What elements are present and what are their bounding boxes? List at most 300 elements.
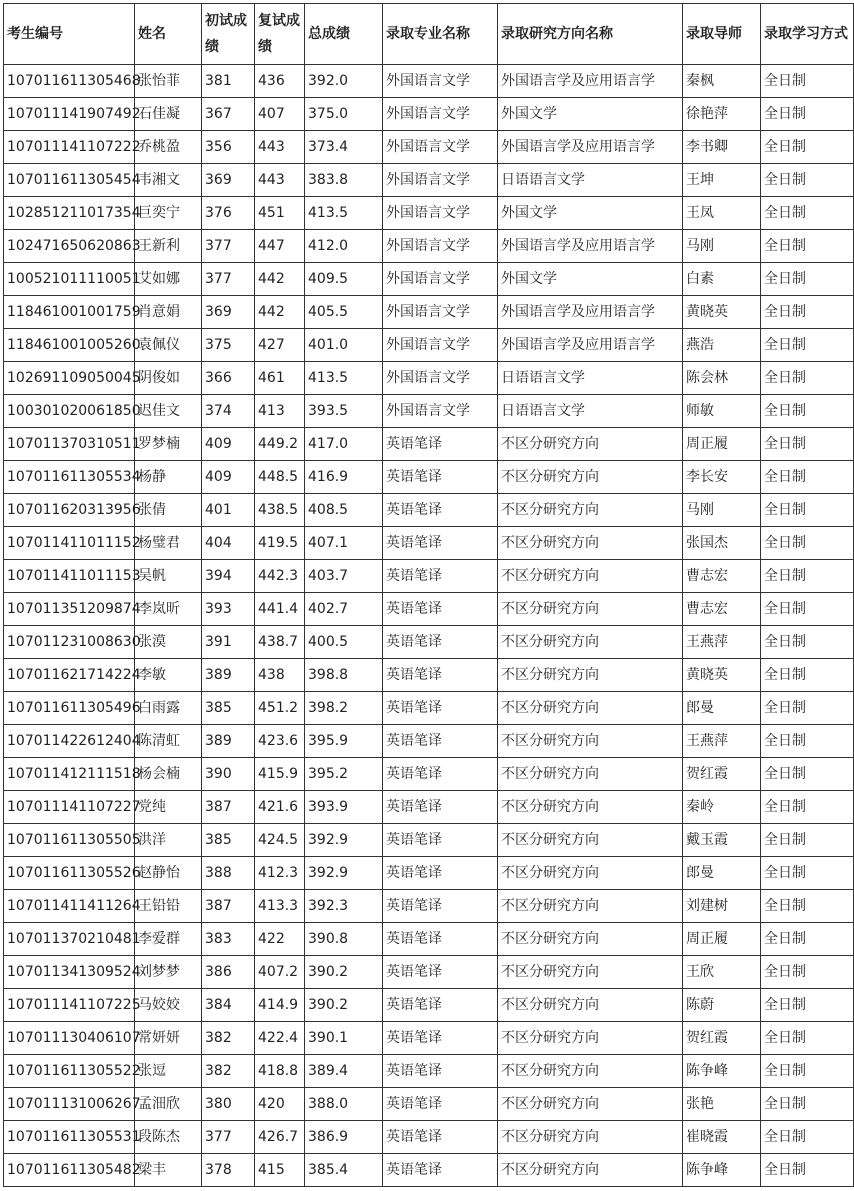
- cell-direction: 不区分研究方向: [498, 890, 683, 923]
- table-row: [4, 857, 854, 890]
- cell-name: 李敏: [135, 659, 202, 692]
- cell-direction: 不区分研究方向: [498, 626, 683, 659]
- table-row: [4, 527, 854, 560]
- cell-study-mode: 全日制: [761, 164, 854, 197]
- cell-total-score: 389.4: [305, 1055, 383, 1088]
- cell-direction: 不区分研究方向: [498, 725, 683, 758]
- cell-retest-score: 423.6: [255, 725, 305, 758]
- cell-candidate-id: 107011141107225: [4, 989, 135, 1022]
- cell-total-score: 409.5: [305, 263, 383, 296]
- cell-tutor: 王欣: [683, 956, 761, 989]
- cell-tutor: 曹志宏: [683, 593, 761, 626]
- cell-direction: 不区分研究方向: [498, 1121, 683, 1154]
- cell-direction: 不区分研究方向: [498, 824, 683, 857]
- table-row: [4, 560, 854, 593]
- table-row: [4, 197, 854, 230]
- table-row: [4, 989, 854, 1022]
- cell-study-mode: 全日制: [761, 659, 854, 692]
- cell-prelim-score: 404: [202, 527, 255, 560]
- cell-direction: 不区分研究方向: [498, 1055, 683, 1088]
- cell-study-mode: 全日制: [761, 989, 854, 1022]
- cell-prelim-score: 393: [202, 593, 255, 626]
- cell-candidate-id: 107011621714224: [4, 659, 135, 692]
- table-row: [4, 65, 854, 98]
- cell-name: 阴俊如: [135, 362, 202, 395]
- cell-major: 外国语言文学: [383, 395, 498, 428]
- cell-candidate-id: 118461001001759: [4, 296, 135, 329]
- cell-direction: 不区分研究方向: [498, 560, 683, 593]
- cell-major: 英语笔译: [383, 890, 498, 923]
- cell-total-score: 390.2: [305, 989, 383, 1022]
- table-row: [4, 461, 854, 494]
- cell-name: 赵静怡: [135, 857, 202, 890]
- cell-total-score: 392.9: [305, 824, 383, 857]
- cell-major: 外国语言文学: [383, 362, 498, 395]
- cell-total-score: 407.1: [305, 527, 383, 560]
- cell-candidate-id: 107011611305505: [4, 824, 135, 857]
- table-row: [4, 395, 854, 428]
- cell-major: 外国语言文学: [383, 131, 498, 164]
- cell-direction: 不区分研究方向: [498, 791, 683, 824]
- cell-tutor: 张国杰: [683, 527, 761, 560]
- cell-prelim-score: 390: [202, 758, 255, 791]
- cell-direction: 不区分研究方向: [498, 1022, 683, 1055]
- cell-major: 英语笔译: [383, 692, 498, 725]
- cell-prelim-score: 375: [202, 329, 255, 362]
- cell-prelim-score: 356: [202, 131, 255, 164]
- cell-prelim-score: 385: [202, 824, 255, 857]
- cell-direction: 外国语言学及应用语言学: [498, 329, 683, 362]
- cell-candidate-id: 107011620313956: [4, 494, 135, 527]
- cell-tutor: 郎曼: [683, 857, 761, 890]
- cell-prelim-score: 380: [202, 1088, 255, 1121]
- cell-tutor: 白素: [683, 263, 761, 296]
- table-row: [4, 329, 854, 362]
- cell-retest-score: 442.3: [255, 560, 305, 593]
- header-row: [4, 4, 854, 65]
- cell-tutor: 王凤: [683, 197, 761, 230]
- cell-total-score: 398.8: [305, 659, 383, 692]
- cell-study-mode: 全日制: [761, 1121, 854, 1154]
- cell-name: 王铅铅: [135, 890, 202, 923]
- cell-name: 韦湘文: [135, 164, 202, 197]
- cell-prelim-score: 386: [202, 956, 255, 989]
- cell-total-score: 400.5: [305, 626, 383, 659]
- cell-study-mode: 全日制: [761, 791, 854, 824]
- cell-prelim-score: 388: [202, 857, 255, 890]
- cell-major: 外国语言文学: [383, 329, 498, 362]
- cell-major: 英语笔译: [383, 428, 498, 461]
- table-row: [4, 131, 854, 164]
- cell-tutor: 黄晓英: [683, 296, 761, 329]
- header-study-mode: 录取学习方式: [761, 4, 854, 65]
- cell-total-score: 390.8: [305, 923, 383, 956]
- cell-prelim-score: 381: [202, 65, 255, 98]
- cell-major: 外国语言文学: [383, 98, 498, 131]
- cell-total-score: 398.2: [305, 692, 383, 725]
- cell-name: 党纯: [135, 791, 202, 824]
- cell-direction: 不区分研究方向: [498, 527, 683, 560]
- cell-tutor: 贺红霞: [683, 758, 761, 791]
- cell-name: 孟沺欣: [135, 1088, 202, 1121]
- cell-retest-score: 407: [255, 98, 305, 131]
- cell-direction: 日语语言文学: [498, 362, 683, 395]
- cell-tutor: 李书卿: [683, 131, 761, 164]
- cell-retest-score: 448.5: [255, 461, 305, 494]
- cell-direction: 不区分研究方向: [498, 923, 683, 956]
- cell-candidate-id: 107011141907492: [4, 98, 135, 131]
- cell-prelim-score: 409: [202, 428, 255, 461]
- cell-prelim-score: 387: [202, 890, 255, 923]
- cell-name: 张漠: [135, 626, 202, 659]
- cell-retest-score: 438.5: [255, 494, 305, 527]
- cell-retest-score: 447: [255, 230, 305, 263]
- cell-tutor: 曹志宏: [683, 560, 761, 593]
- cell-study-mode: 全日制: [761, 890, 854, 923]
- cell-name: 杨静: [135, 461, 202, 494]
- cell-tutor: 马刚: [683, 494, 761, 527]
- cell-prelim-score: 367: [202, 98, 255, 131]
- cell-name: 陈清虹: [135, 725, 202, 758]
- cell-tutor: 李长安: [683, 461, 761, 494]
- cell-total-score: 402.7: [305, 593, 383, 626]
- cell-total-score: 413.5: [305, 197, 383, 230]
- cell-name: 马姣姣: [135, 989, 202, 1022]
- cell-candidate-id: 102691109050045: [4, 362, 135, 395]
- cell-study-mode: 全日制: [761, 329, 854, 362]
- cell-total-score: 388.0: [305, 1088, 383, 1121]
- table-row: [4, 428, 854, 461]
- cell-direction: 外国语言学及应用语言学: [498, 131, 683, 164]
- table-row: [4, 659, 854, 692]
- cell-major: 外国语言文学: [383, 230, 498, 263]
- cell-prelim-score: 374: [202, 395, 255, 428]
- cell-tutor: 周正履: [683, 923, 761, 956]
- cell-candidate-id: 107011611305534: [4, 461, 135, 494]
- cell-name: 段陈杰: [135, 1121, 202, 1154]
- cell-name: 艾如娜: [135, 263, 202, 296]
- cell-total-score: 385.4: [305, 1154, 383, 1187]
- header-name: 姓名: [135, 4, 202, 65]
- cell-retest-score: 422.4: [255, 1022, 305, 1055]
- table-row: [4, 1022, 854, 1055]
- table-row: [4, 362, 854, 395]
- table-row: [4, 1154, 854, 1187]
- cell-retest-score: 461: [255, 362, 305, 395]
- cell-tutor: 周正履: [683, 428, 761, 461]
- cell-study-mode: 全日制: [761, 263, 854, 296]
- cell-tutor: 徐艳萍: [683, 98, 761, 131]
- cell-name: 白雨露: [135, 692, 202, 725]
- cell-prelim-score: 389: [202, 659, 255, 692]
- cell-prelim-score: 382: [202, 1022, 255, 1055]
- cell-name: 李岚昕: [135, 593, 202, 626]
- cell-candidate-id: 118461001005260: [4, 329, 135, 362]
- cell-candidate-id: 107011341309524: [4, 956, 135, 989]
- cell-name: 张倩: [135, 494, 202, 527]
- cell-major: 英语笔译: [383, 857, 498, 890]
- cell-prelim-score: 369: [202, 296, 255, 329]
- cell-direction: 不区分研究方向: [498, 461, 683, 494]
- cell-candidate-id: 107011611305468: [4, 65, 135, 98]
- table-row: [4, 1088, 854, 1121]
- cell-major: 英语笔译: [383, 659, 498, 692]
- cell-tutor: 燕浩: [683, 329, 761, 362]
- cell-candidate-id: 107011131006267: [4, 1088, 135, 1121]
- cell-prelim-score: 384: [202, 989, 255, 1022]
- table-row: [4, 626, 854, 659]
- cell-study-mode: 全日制: [761, 494, 854, 527]
- cell-tutor: 黄晓英: [683, 659, 761, 692]
- cell-prelim-score: 366: [202, 362, 255, 395]
- table-row: [4, 758, 854, 791]
- cell-candidate-id: 107011411011153: [4, 560, 135, 593]
- cell-retest-score: 407.2: [255, 956, 305, 989]
- cell-retest-score: 441.4: [255, 593, 305, 626]
- cell-major: 外国语言文学: [383, 65, 498, 98]
- cell-retest-score: 415: [255, 1154, 305, 1187]
- cell-total-score: 373.4: [305, 131, 383, 164]
- cell-tutor: 王燕萍: [683, 626, 761, 659]
- cell-name: 张逗: [135, 1055, 202, 1088]
- cell-name: 常妍妍: [135, 1022, 202, 1055]
- cell-name: 罗梦楠: [135, 428, 202, 461]
- cell-candidate-id: 107011141107227: [4, 791, 135, 824]
- cell-total-score: 393.9: [305, 791, 383, 824]
- cell-tutor: 王坤: [683, 164, 761, 197]
- cell-retest-score: 422: [255, 923, 305, 956]
- header-tutor: 录取导师: [683, 4, 761, 65]
- cell-retest-score: 426.7: [255, 1121, 305, 1154]
- cell-retest-score: 436: [255, 65, 305, 98]
- table-row: [4, 1121, 854, 1154]
- cell-retest-score: 414.9: [255, 989, 305, 1022]
- table-row: [4, 593, 854, 626]
- table-row: [4, 263, 854, 296]
- table-row: [4, 296, 854, 329]
- cell-total-score: 413.5: [305, 362, 383, 395]
- cell-name: 迟佳文: [135, 395, 202, 428]
- cell-total-score: 417.0: [305, 428, 383, 461]
- cell-study-mode: 全日制: [761, 725, 854, 758]
- cell-direction: 不区分研究方向: [498, 956, 683, 989]
- cell-candidate-id: 100521011110051: [4, 263, 135, 296]
- cell-study-mode: 全日制: [761, 65, 854, 98]
- cell-prelim-score: 385: [202, 692, 255, 725]
- cell-candidate-id: 107011130406107: [4, 1022, 135, 1055]
- cell-study-mode: 全日制: [761, 923, 854, 956]
- cell-major: 英语笔译: [383, 1022, 498, 1055]
- cell-retest-score: 412.3: [255, 857, 305, 890]
- cell-candidate-id: 107011611305482: [4, 1154, 135, 1187]
- cell-candidate-id: 107011611305531: [4, 1121, 135, 1154]
- cell-candidate-id: 107011370210481: [4, 923, 135, 956]
- cell-prelim-score: 391: [202, 626, 255, 659]
- cell-prelim-score: 394: [202, 560, 255, 593]
- cell-total-score: 386.9: [305, 1121, 383, 1154]
- cell-direction: 外国语言学及应用语言学: [498, 230, 683, 263]
- cell-major: 英语笔译: [383, 791, 498, 824]
- cell-retest-score: 427: [255, 329, 305, 362]
- cell-prelim-score: 409: [202, 461, 255, 494]
- cell-study-mode: 全日制: [761, 560, 854, 593]
- cell-major: 英语笔译: [383, 593, 498, 626]
- cell-tutor: 张艳: [683, 1088, 761, 1121]
- cell-major: 外国语言文学: [383, 197, 498, 230]
- cell-major: 英语笔译: [383, 461, 498, 494]
- cell-retest-score: 443: [255, 164, 305, 197]
- cell-major: 英语笔译: [383, 956, 498, 989]
- cell-study-mode: 全日制: [761, 857, 854, 890]
- cell-prelim-score: 387: [202, 791, 255, 824]
- cell-tutor: 师敏: [683, 395, 761, 428]
- cell-candidate-id: 102851211017354: [4, 197, 135, 230]
- cell-major: 英语笔译: [383, 824, 498, 857]
- cell-candidate-id: 107011611305454: [4, 164, 135, 197]
- cell-name: 袁佩仪: [135, 329, 202, 362]
- cell-major: 英语笔译: [383, 527, 498, 560]
- table-row: [4, 230, 854, 263]
- header-candidate-id: 考生编号: [4, 4, 135, 65]
- cell-name: 刘梦梦: [135, 956, 202, 989]
- cell-retest-score: 418.8: [255, 1055, 305, 1088]
- cell-total-score: 392.9: [305, 857, 383, 890]
- cell-direction: 不区分研究方向: [498, 494, 683, 527]
- cell-tutor: 马刚: [683, 230, 761, 263]
- cell-candidate-id: 107011412111518: [4, 758, 135, 791]
- cell-direction: 外国文学: [498, 98, 683, 131]
- cell-direction: 不区分研究方向: [498, 692, 683, 725]
- cell-prelim-score: 369: [202, 164, 255, 197]
- cell-candidate-id: 100301020061850: [4, 395, 135, 428]
- cell-direction: 不区分研究方向: [498, 428, 683, 461]
- cell-prelim-score: 377: [202, 1121, 255, 1154]
- cell-total-score: 405.5: [305, 296, 383, 329]
- cell-total-score: 392.0: [305, 65, 383, 98]
- header-total-score: 总成绩: [305, 4, 383, 65]
- header-retest-score: 复试成绩: [255, 4, 305, 65]
- cell-tutor: 秦岭: [683, 791, 761, 824]
- cell-study-mode: 全日制: [761, 527, 854, 560]
- cell-retest-score: 413: [255, 395, 305, 428]
- cell-prelim-score: 378: [202, 1154, 255, 1187]
- cell-direction: 不区分研究方向: [498, 593, 683, 626]
- cell-retest-score: 424.5: [255, 824, 305, 857]
- cell-retest-score: 451.2: [255, 692, 305, 725]
- cell-study-mode: 全日制: [761, 1055, 854, 1088]
- cell-name: 梁丰: [135, 1154, 202, 1187]
- cell-direction: 外国语言学及应用语言学: [498, 65, 683, 98]
- cell-major: 英语笔译: [383, 1154, 498, 1187]
- header-prelim-score: 初试成绩: [202, 4, 255, 65]
- cell-study-mode: 全日制: [761, 593, 854, 626]
- cell-total-score: 408.5: [305, 494, 383, 527]
- table-row: [4, 1055, 854, 1088]
- cell-prelim-score: 383: [202, 923, 255, 956]
- cell-name: 石佳凝: [135, 98, 202, 131]
- cell-major: 英语笔译: [383, 758, 498, 791]
- table-row: [4, 725, 854, 758]
- cell-retest-score: 415.9: [255, 758, 305, 791]
- cell-retest-score: 420: [255, 1088, 305, 1121]
- cell-candidate-id: 107011231008630: [4, 626, 135, 659]
- header-direction: 录取研究方向名称: [498, 4, 683, 65]
- cell-direction: 日语语言文学: [498, 164, 683, 197]
- cell-study-mode: 全日制: [761, 362, 854, 395]
- cell-tutor: 贺红霞: [683, 1022, 761, 1055]
- cell-direction: 外国文学: [498, 197, 683, 230]
- table-row: [4, 956, 854, 989]
- cell-total-score: 383.8: [305, 164, 383, 197]
- table-row: [4, 494, 854, 527]
- cell-major: 英语笔译: [383, 494, 498, 527]
- cell-direction: 不区分研究方向: [498, 1088, 683, 1121]
- table-header: [4, 4, 854, 65]
- cell-retest-score: 451: [255, 197, 305, 230]
- cell-tutor: 陈会林: [683, 362, 761, 395]
- cell-major: 外国语言文学: [383, 296, 498, 329]
- cell-major: 外国语言文学: [383, 164, 498, 197]
- cell-study-mode: 全日制: [761, 1154, 854, 1187]
- cell-major: 英语笔译: [383, 1088, 498, 1121]
- cell-study-mode: 全日制: [761, 626, 854, 659]
- cell-major: 英语笔译: [383, 626, 498, 659]
- cell-retest-score: 442: [255, 263, 305, 296]
- cell-candidate-id: 107011611305522: [4, 1055, 135, 1088]
- header-major: 录取专业名称: [383, 4, 498, 65]
- cell-retest-score: 449.2: [255, 428, 305, 461]
- cell-name: 杨璧君: [135, 527, 202, 560]
- cell-candidate-id: 107011411011152: [4, 527, 135, 560]
- cell-tutor: 陈争峰: [683, 1055, 761, 1088]
- cell-tutor: 陈争峰: [683, 1154, 761, 1187]
- cell-study-mode: 全日制: [761, 956, 854, 989]
- cell-study-mode: 全日制: [761, 824, 854, 857]
- cell-tutor: 王燕萍: [683, 725, 761, 758]
- cell-tutor: 秦枫: [683, 65, 761, 98]
- cell-study-mode: 全日制: [761, 692, 854, 725]
- cell-candidate-id: 102471650620863: [4, 230, 135, 263]
- cell-name: 张怡菲: [135, 65, 202, 98]
- cell-prelim-score: 377: [202, 230, 255, 263]
- cell-study-mode: 全日制: [761, 230, 854, 263]
- cell-study-mode: 全日制: [761, 395, 854, 428]
- cell-direction: 外国文学: [498, 263, 683, 296]
- cell-candidate-id: 107011411411264: [4, 890, 135, 923]
- cell-retest-score: 421.6: [255, 791, 305, 824]
- cell-study-mode: 全日制: [761, 1022, 854, 1055]
- cell-retest-score: 413.3: [255, 890, 305, 923]
- cell-major: 英语笔译: [383, 989, 498, 1022]
- cell-study-mode: 全日制: [761, 98, 854, 131]
- cell-name: 王新利: [135, 230, 202, 263]
- cell-study-mode: 全日制: [761, 461, 854, 494]
- cell-direction: 日语语言文学: [498, 395, 683, 428]
- cell-candidate-id: 107011351209874: [4, 593, 135, 626]
- cell-name: 巨奕宁: [135, 197, 202, 230]
- cell-direction: 不区分研究方向: [498, 659, 683, 692]
- table-row: [4, 890, 854, 923]
- cell-name: 乔桃盈: [135, 131, 202, 164]
- cell-direction: 不区分研究方向: [498, 1154, 683, 1187]
- cell-candidate-id: 107011422612404: [4, 725, 135, 758]
- cell-prelim-score: 401: [202, 494, 255, 527]
- cell-tutor: 刘建树: [683, 890, 761, 923]
- cell-total-score: 412.0: [305, 230, 383, 263]
- cell-major: 英语笔译: [383, 725, 498, 758]
- cell-total-score: 390.2: [305, 956, 383, 989]
- cell-direction: 不区分研究方向: [498, 758, 683, 791]
